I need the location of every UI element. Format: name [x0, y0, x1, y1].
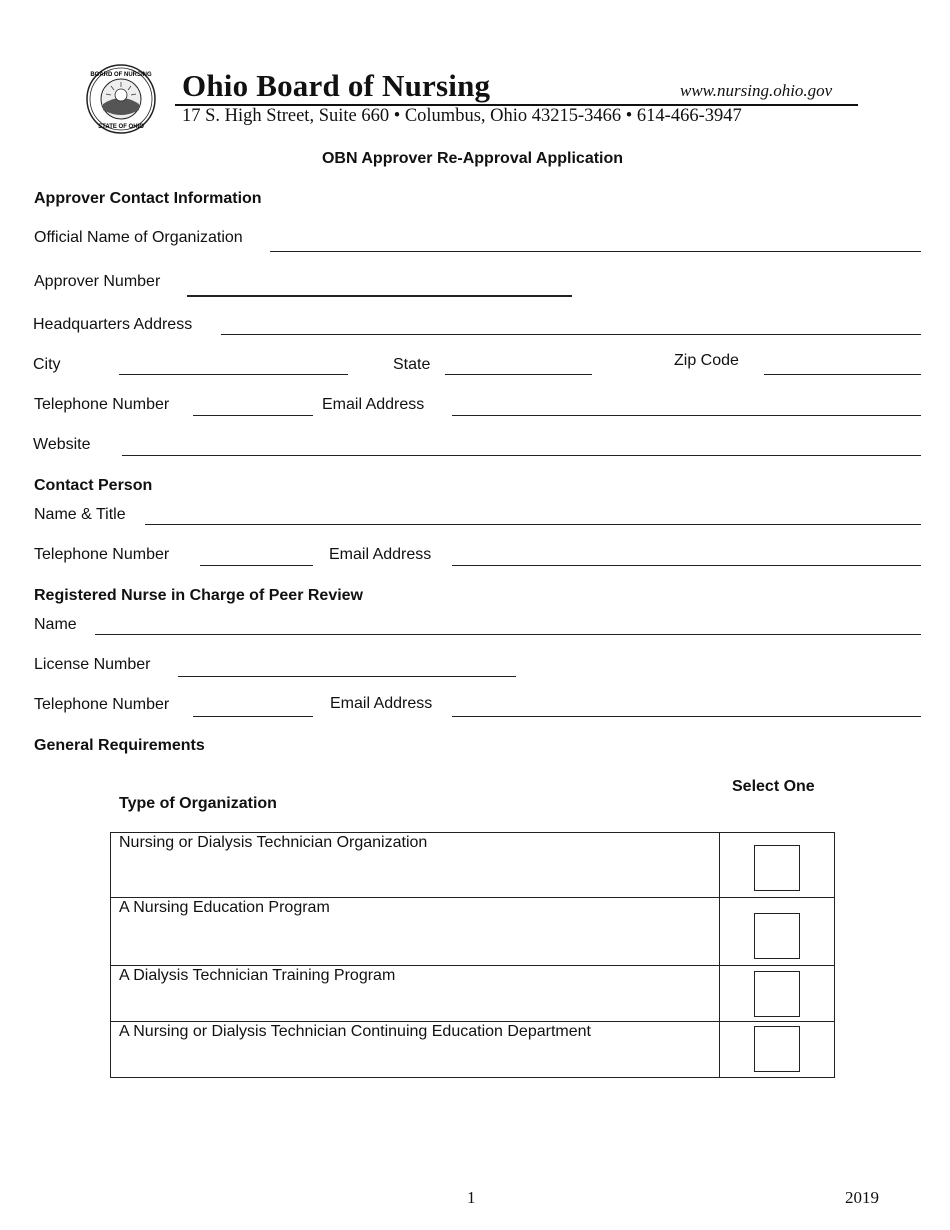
name-title-field[interactable] — [145, 524, 921, 525]
rn-email-label: Email Address — [330, 695, 433, 712]
zip-code-label: Zip Code — [674, 352, 739, 369]
email-field[interactable] — [452, 415, 921, 416]
rn-name-field[interactable] — [95, 634, 921, 635]
email-label: Email Address — [322, 396, 425, 413]
section-heading-approver-contact: Approver Contact Information — [34, 190, 262, 207]
organization-name: Ohio Board of Nursing — [182, 68, 491, 103]
organization-type-table — [110, 832, 835, 1078]
contact-telephone-label: Telephone Number — [34, 546, 170, 563]
table-row — [111, 833, 835, 898]
option-checkbox-cell — [720, 966, 835, 1022]
address-line: 17 S. High Street, Suite 660 • Columbus, Ohio 43215-3466 • 614-466-3947 — [182, 106, 742, 126]
ohio-seal-logo — [86, 62, 156, 136]
rn-telephone-field[interactable] — [193, 716, 313, 717]
official-name-field[interactable] — [270, 251, 921, 252]
website-url: www.nursing.ohio.gov — [680, 81, 833, 100]
rn-telephone-label: Telephone Number — [34, 696, 170, 713]
checkbox[interactable] — [754, 845, 800, 891]
website-field[interactable] — [122, 455, 921, 456]
select-one-label: Select One — [732, 778, 815, 795]
city-field[interactable] — [119, 374, 348, 375]
section-heading-general-requirements: General Requirements — [34, 737, 205, 754]
approver-number-label: Approver Number — [34, 273, 161, 290]
state-field[interactable] — [445, 374, 592, 375]
hq-address-field[interactable] — [221, 334, 921, 335]
checkbox[interactable] — [754, 1026, 800, 1072]
official-name-label: Official Name of Organization — [34, 229, 243, 246]
rn-name-label: Name — [34, 616, 77, 633]
seal-top-text: BOARD OF NURSING — [90, 72, 152, 78]
rn-email-field[interactable] — [452, 716, 921, 717]
option-label: A Nursing Education Program — [111, 898, 720, 966]
table-row — [111, 1022, 835, 1078]
zip-code-field[interactable] — [764, 374, 921, 375]
checkbox[interactable] — [754, 913, 800, 959]
license-number-field[interactable] — [178, 676, 516, 677]
page-title: OBN Approver Re-Approval Application — [321, 150, 624, 167]
name-title-label: Name & Title — [34, 506, 126, 523]
option-checkbox-cell — [720, 833, 835, 898]
option-label: A Nursing or Dialysis Technician Continuing Education Department — [111, 1022, 720, 1078]
contact-email-label: Email Address — [329, 546, 432, 563]
contact-telephone-field[interactable] — [200, 565, 313, 566]
checkbox[interactable] — [754, 971, 800, 1017]
website-label: Website — [33, 436, 91, 453]
license-number-label: License Number — [34, 656, 151, 673]
approver-number-field[interactable] — [187, 295, 572, 297]
table-row — [111, 966, 835, 1022]
section-heading-contact-person: Contact Person — [34, 477, 153, 494]
state-label: State — [393, 356, 431, 373]
option-checkbox-cell — [720, 898, 835, 966]
telephone-field[interactable] — [193, 415, 313, 416]
page-number: 1 — [467, 1188, 476, 1207]
city-label: City — [33, 356, 61, 373]
option-label: Nursing or Dialysis Technician Organization — [111, 833, 720, 898]
hq-address-label: Headquarters Address — [33, 316, 193, 333]
table-row — [111, 898, 835, 966]
option-label: A Dialysis Technician Training Program — [111, 966, 720, 1022]
telephone-label: Telephone Number — [34, 396, 170, 413]
section-heading-rn-peer-review: Registered Nurse in Charge of Peer Review — [34, 587, 363, 604]
seal-bottom-text: STATE OF OHIO — [98, 124, 144, 130]
option-checkbox-cell — [720, 1022, 835, 1078]
contact-email-field[interactable] — [452, 565, 921, 566]
type-of-organization-label: Type of Organization — [119, 795, 277, 812]
form-year: 2019 — [845, 1188, 879, 1207]
